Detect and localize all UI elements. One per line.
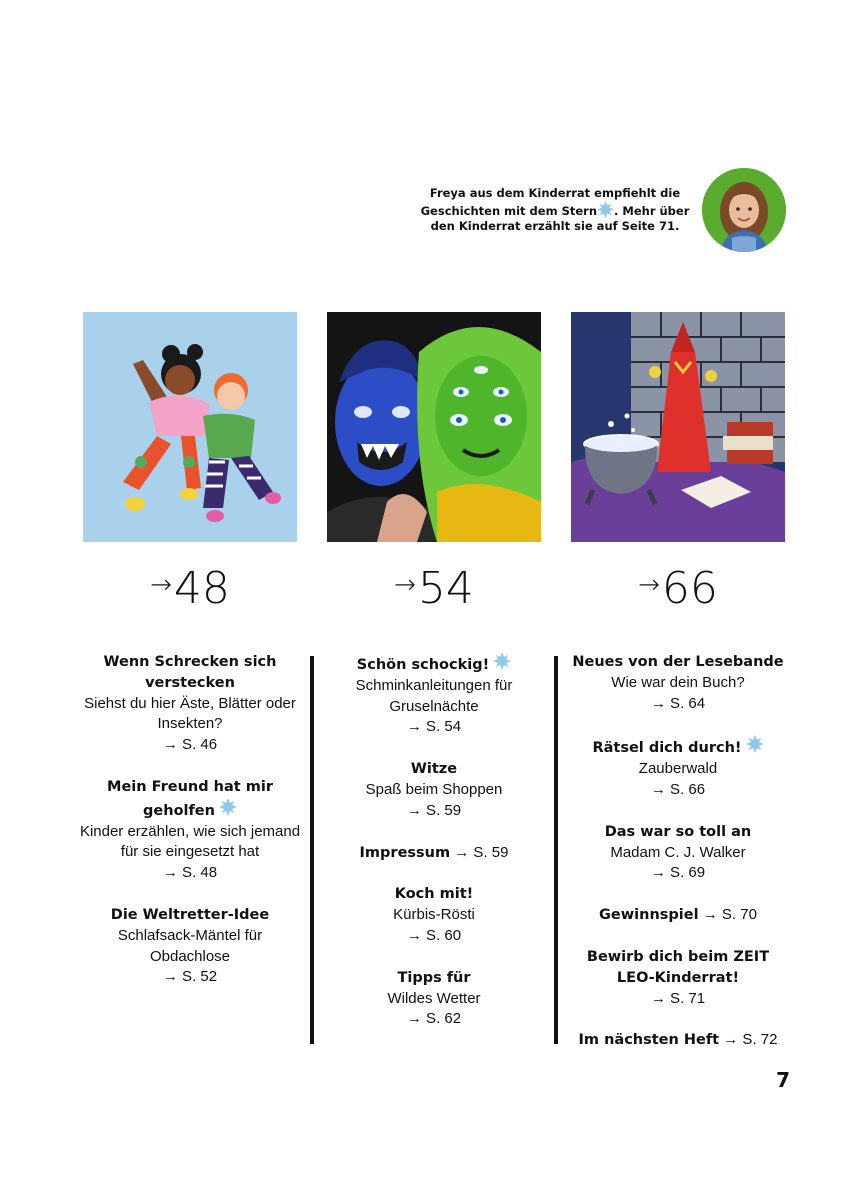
toc-column-1: [78, 652, 302, 1009]
entry-description: Madam C. J. Walker: [610, 843, 746, 861]
toc-entry[interactable]: [322, 884, 546, 946]
entry-title: Mein Freund hat mir geholfen: [107, 778, 273, 819]
toc-entry[interactable]: [78, 777, 302, 884]
column-divider: [554, 656, 558, 1044]
toc-entry[interactable]: [566, 652, 790, 714]
friends-illustration: [83, 312, 297, 542]
illustration-friends: [83, 312, 297, 542]
entry-title: Die Weltretter-Idee: [110, 906, 270, 923]
entry-description: Kinder erzählen, wie sich jemand für sie eingesetzt hat: [79, 822, 301, 861]
entry-description: Wildes Wetter: [387, 989, 481, 1007]
toc-entry[interactable]: [566, 735, 790, 800]
entry-title: Rätsel dich durch!: [592, 740, 742, 757]
entry-page-ref: → S. 62: [406, 1010, 462, 1028]
entry-title-wrap: [322, 652, 546, 676]
entry-title: Gewinnspiel: [599, 907, 699, 924]
entry-title-wrap: [566, 735, 790, 759]
entry-description: Siehst du hier Äste, Blätter oder Insekten?: [84, 694, 296, 733]
freya-portrait: [702, 168, 786, 252]
entry-title: Koch mit!: [394, 886, 474, 903]
entry-title-wrap: [78, 777, 302, 822]
toc-entry[interactable]: [566, 1030, 790, 1051]
entry-title: Impressum: [359, 844, 451, 861]
toc-entry[interactable]: [322, 968, 546, 1030]
arrow-icon: →: [150, 570, 172, 600]
portrait-illustration: [702, 168, 786, 252]
intro-line-3: den Kinderrat erzählt sie auf Seite 71.: [430, 219, 680, 233]
page-number-66: →66: [638, 563, 718, 614]
entry-title: Wenn Schrecken sich verstecken: [103, 654, 277, 691]
entry-description: Kürbis-Rösti: [393, 906, 475, 924]
column-divider: [310, 656, 314, 1044]
toc-entry[interactable]: [78, 905, 302, 988]
entry-page-ref: → S. 72: [723, 1031, 778, 1049]
entry-page-ref: → S. 69: [650, 864, 706, 882]
arrow-icon: →: [394, 570, 416, 600]
toc-entry[interactable]: [566, 822, 790, 884]
page-number-54: →54: [394, 563, 474, 614]
entry-description: Schminkanleitungen für Gruselnächte: [355, 676, 513, 715]
entry-title: Witze: [410, 761, 458, 778]
wizard-illustration: [571, 312, 785, 542]
page-folio: 7: [776, 1068, 790, 1092]
entry-title: Neues von der Lesebande: [572, 654, 784, 670]
entry-page-ref: → S. 70: [702, 906, 757, 924]
entry-title: Bewirb dich beim ZEIT LEO-Kinderrat!: [586, 948, 770, 986]
entry-page-ref: → S. 46: [162, 736, 218, 754]
face-paint-illustration: [327, 312, 541, 542]
toc-entry[interactable]: [322, 843, 546, 864]
toc-entry[interactable]: [322, 759, 546, 821]
entry-title: Das war so toll an: [604, 823, 752, 840]
entry-page-ref: → S. 52: [162, 968, 218, 986]
toc-entry[interactable]: [566, 947, 790, 1009]
toc-entry[interactable]: [322, 652, 546, 738]
entry-page-ref: → S. 59: [454, 843, 509, 861]
star-icon: [597, 201, 614, 218]
star-icon: [219, 798, 237, 816]
toc-entry[interactable]: [566, 905, 790, 926]
entry-title: Schön schockig!: [356, 657, 490, 673]
kinderrat-intro: [420, 186, 690, 234]
entry-description: Schlafsack-Mäntel für Obdachlose: [117, 926, 263, 965]
illustration-wizard: [571, 312, 785, 542]
entry-description: Zauberwald: [638, 760, 718, 778]
entry-description: Wie war dein Buch?: [611, 673, 745, 691]
star-icon: [493, 652, 511, 670]
star-icon: [746, 735, 764, 753]
toc-entry[interactable]: [78, 652, 302, 756]
entry-page-ref: → S. 64: [650, 694, 706, 712]
entry-page-ref: → S. 59: [406, 801, 462, 819]
entry-title: Tipps für: [397, 969, 471, 986]
intro-line-2: Geschichten mit dem Stern . Mehr über: [420, 201, 690, 219]
toc-column-2: [322, 652, 546, 1051]
page-number-48: →48: [150, 563, 230, 614]
entry-description: Spaß beim Shoppen: [365, 780, 503, 798]
entry-page-ref: → S. 60: [406, 926, 462, 944]
entry-page-ref: → S. 48: [162, 864, 218, 882]
intro-line-1: Freya aus dem Kinderrat empfiehlt die: [429, 186, 681, 200]
arrow-icon: →: [638, 570, 660, 600]
entry-page-ref: → S. 71: [650, 989, 706, 1007]
toc-column-3: [566, 652, 790, 1072]
entry-page-ref: → S. 54: [406, 718, 462, 736]
entry-page-ref: → S. 66: [650, 780, 706, 798]
photo-face-paint: [327, 312, 541, 542]
entry-title: Im nächsten Heft: [578, 1032, 720, 1049]
